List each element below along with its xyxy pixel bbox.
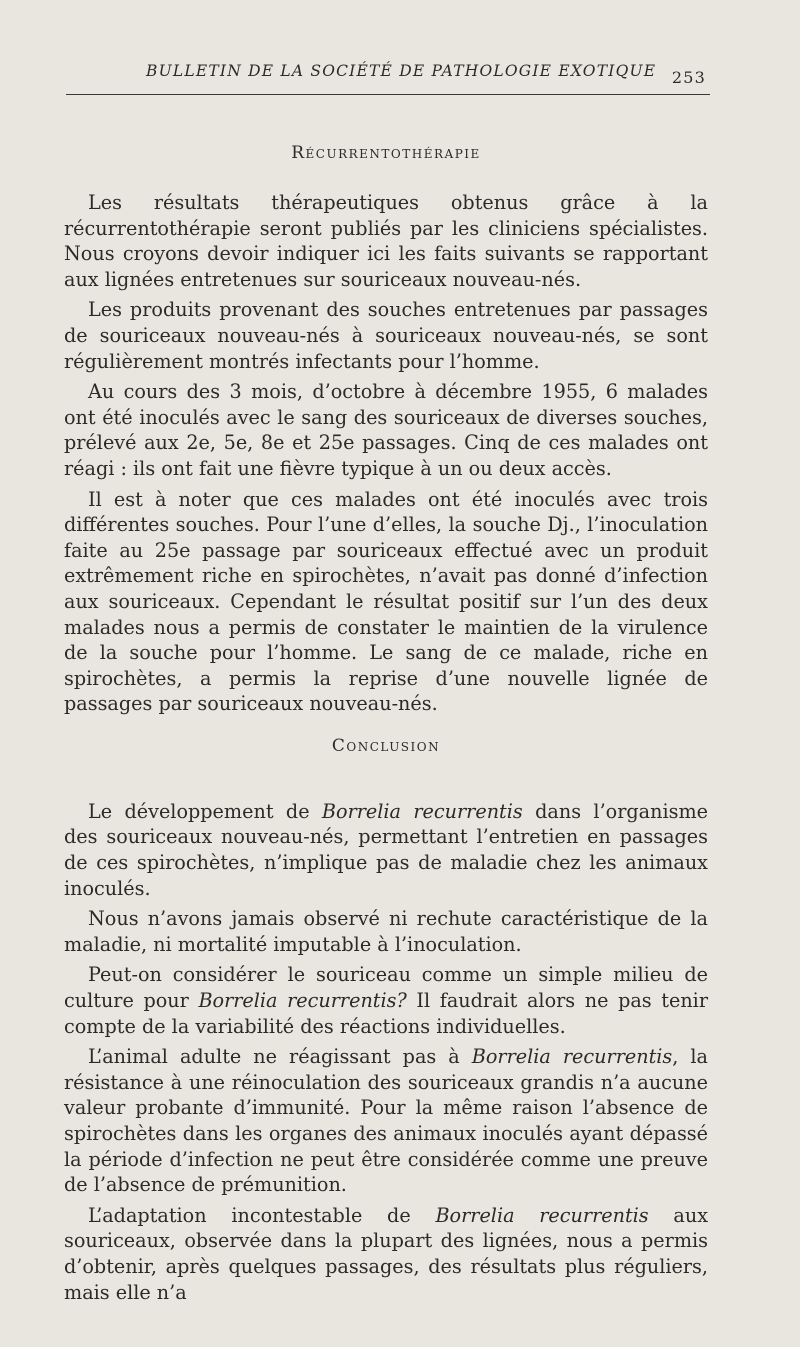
paragraph: Nous n’avons jamais observé ni rechute caractéristique de la maladie, ni mortalité imputable à l’inoculation. (64, 907, 708, 956)
species-name: Borrelia recurrentis? (198, 989, 407, 1013)
text-run: dans l’organisme des souriceaux nouveau-nés, permettant l’entretien en passages de ces spirochètes, n’implique pas de maladie chez les animaux inoculés. (64, 799, 708, 900)
paragraph: Au cours des 3 mois, d’octobre à décembre 1955, 6 malades ont été inoculés avec le sang des souriceaux de diverses souches, prélevé aux 2e, 5e, 8e et 25e passages. Cinq de ces malades ont réagi : ils ont fait une fièvre typique à un ou deux accès. (64, 380, 708, 480)
paragraph: Les résultats thérapeutiques obtenus grâce à la récurrentothérapie seront publiés par les cliniciens spécialistes. Nous croyons devoir indiquer ici les faits suivants se rapportant aux lignées entretenues sur souriceaux nouveau-nés. (64, 191, 708, 291)
section-heading-conclusion: Conclusion (331, 735, 441, 756)
paragraph (64, 1044, 708, 1198)
text-run: aux souriceaux, observée dans la plupart des lignées, nous a permis d’obtenir, après quelques passages, des résultats plus réguliers, mais elle n’a (64, 1203, 709, 1304)
page-number: 253 (671, 68, 706, 87)
paragraph: Il est à noter que ces malades ont été inoculés avec trois différentes souches. Pour l’une d’elles, la souche Dj., l’inoculation faite au 25e passage par souriceaux effectué avec un produit extrêmement riche en spirochètes, n’avait pas donné d’infection aux souriceaux. Cependant le résultat positif sur l’un des deux malades nous a permis de constater le maintien de la virulence de la souche pour l’homme. Le sang de ce malade, riche en spirochètes, a permis la reprise d’une nouvelle lignée de passages par souriceaux nouveau-nés. (64, 487, 708, 716)
running-title: BULLETIN DE LA SOCIÉTÉ DE PATHOLOGIE EXOTIQUE (146, 62, 657, 80)
paragraph (64, 1203, 708, 1305)
text-run: L’animal adulte ne réagissant pas à (88, 1045, 472, 1069)
header-rule (66, 94, 710, 95)
text-run: L’adaptation incontestable de (88, 1203, 436, 1227)
text-run: Peut-on considérer le souriceau comme un simple milieu de culture pour (64, 963, 708, 1013)
article-body (64, 142, 708, 1310)
paragraph (64, 962, 708, 1039)
species-name: Borrelia recurrentis (471, 1045, 673, 1069)
species-name: Borrelia recurrentis (321, 799, 523, 823)
text-run: Le développement de (88, 799, 322, 823)
section-heading-recurrentotherapie: Récurrentothérapie (291, 143, 481, 163)
text-run: , la résistance à une réinoculation des souriceaux grandis n’a aucune valeur probante d’immunité. Pour la même raison l’absence de spirochètes dans les organes des animaux inoculés ayant dépassé la période d’infection ne peut être considérée comme une preuve de l’absence de prémunition. (64, 1045, 708, 1197)
species-name: Borrelia recurrentis (435, 1203, 649, 1227)
paragraph: Les produits provenant des souches entretenues par passages de souriceaux nouveau-nés à souriceaux nouveau-nés, se sont régulièrement montrés infectants pour l’homme. (64, 298, 708, 373)
paragraph (64, 799, 708, 901)
text-run: Il faudrait alors ne pas tenir compte de la variabilité des réactions individuelles. (64, 989, 708, 1038)
